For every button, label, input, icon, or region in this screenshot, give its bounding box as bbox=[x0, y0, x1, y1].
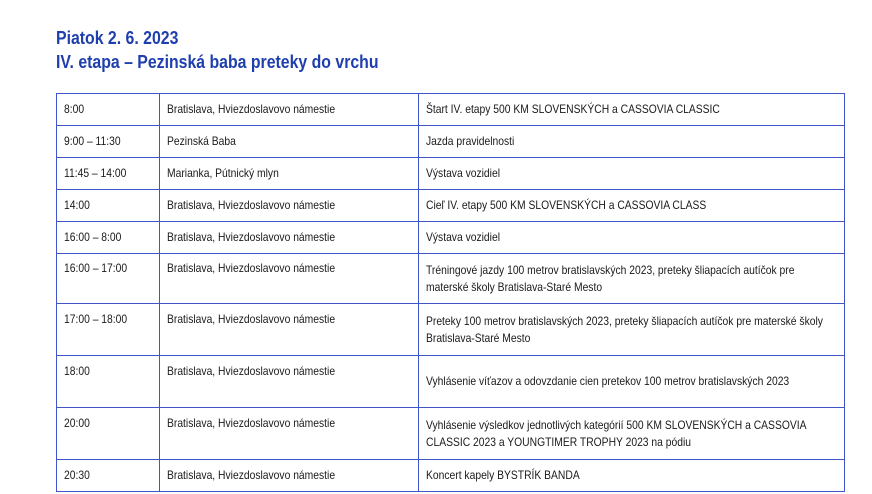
event-cell: Preteky 100 metrov bratislavských 2023, preteky šliapacích autíčok pre materské školy Bratislava-Staré Mesto bbox=[419, 304, 845, 356]
place-cell: Bratislava, Hviezdoslavovo námestie bbox=[160, 356, 419, 408]
place-cell: Bratislava, Hviezdoslavovo námestie bbox=[160, 254, 419, 304]
time-cell: 16:00 – 17:00 bbox=[57, 254, 160, 304]
table-row bbox=[57, 190, 845, 222]
place-cell: Bratislava, Hviezdoslavovo námestie bbox=[160, 304, 419, 356]
event-cell: Vyhlásenie víťazov a odovzdanie cien pretekov 100 metrov bratislavských 2023 bbox=[419, 356, 845, 408]
place-cell: Bratislava, Hviezdoslavovo námestie bbox=[160, 408, 419, 460]
place-cell: Pezinská Baba bbox=[160, 126, 419, 158]
table-row bbox=[57, 254, 845, 304]
time-cell: 20:00 bbox=[57, 408, 160, 460]
table-row bbox=[57, 222, 845, 254]
table-row bbox=[57, 94, 845, 126]
time-cell: 18:00 bbox=[57, 356, 160, 408]
place-cell: Bratislava, Hviezdoslavovo námestie bbox=[160, 94, 419, 126]
time-cell: 11:45 – 14:00 bbox=[57, 158, 160, 190]
table-row bbox=[57, 158, 845, 190]
table-row bbox=[57, 304, 845, 356]
event-cell: Cieľ IV. etapy 500 KM SLOVENSKÝCH a CASSOVIA CLASS bbox=[419, 190, 845, 222]
place-cell: Bratislava, Hviezdoslavovo námestie bbox=[160, 460, 419, 492]
time-cell: 8:00 bbox=[57, 94, 160, 126]
event-cell: Koncert kapely BYSTRÍK BANDA bbox=[419, 460, 845, 492]
place-cell: Marianka, Pútnický mlyn bbox=[160, 158, 419, 190]
table-row bbox=[57, 408, 845, 460]
place-cell: Bratislava, Hviezdoslavovo námestie bbox=[160, 190, 419, 222]
event-cell: Jazda pravidelnosti bbox=[419, 126, 845, 158]
time-cell: 9:00 – 11:30 bbox=[57, 126, 160, 158]
event-cell: Výstava vozidiel bbox=[419, 158, 845, 190]
event-cell: Výstava vozidiel bbox=[419, 222, 845, 254]
date-title: Piatok 2. 6. 2023 bbox=[56, 28, 179, 48]
table-row bbox=[57, 460, 845, 492]
event-cell: Štart IV. etapy 500 KM SLOVENSKÝCH a CASSOVIA CLASSIC bbox=[419, 94, 845, 126]
place-cell: Bratislava, Hviezdoslavovo námestie bbox=[160, 222, 419, 254]
stage-title: IV. etapa – Pezinská baba preteky do vrchu bbox=[56, 52, 379, 72]
time-cell: 16:00 – 8:00 bbox=[57, 222, 160, 254]
time-cell: 20:30 bbox=[57, 460, 160, 492]
time-cell: 17:00 – 18:00 bbox=[57, 304, 160, 356]
event-cell: Tréningové jazdy 100 metrov bratislavských 2023, preteky šliapacích autíčok pre materské školy Bratislava-Staré Mesto bbox=[419, 254, 845, 304]
schedule-table bbox=[56, 93, 845, 492]
table-row bbox=[57, 356, 845, 408]
time-cell: 14:00 bbox=[57, 190, 160, 222]
page-heading bbox=[56, 26, 379, 74]
event-cell: Vyhlásenie výsledkov jednotlivých kategórií 500 KM SLOVENSKÝCH a CASSOVIA CLASSIC 2023 a YOUNGTIMER TROPHY 2023 na pódiu bbox=[419, 408, 845, 460]
table-row bbox=[57, 126, 845, 158]
